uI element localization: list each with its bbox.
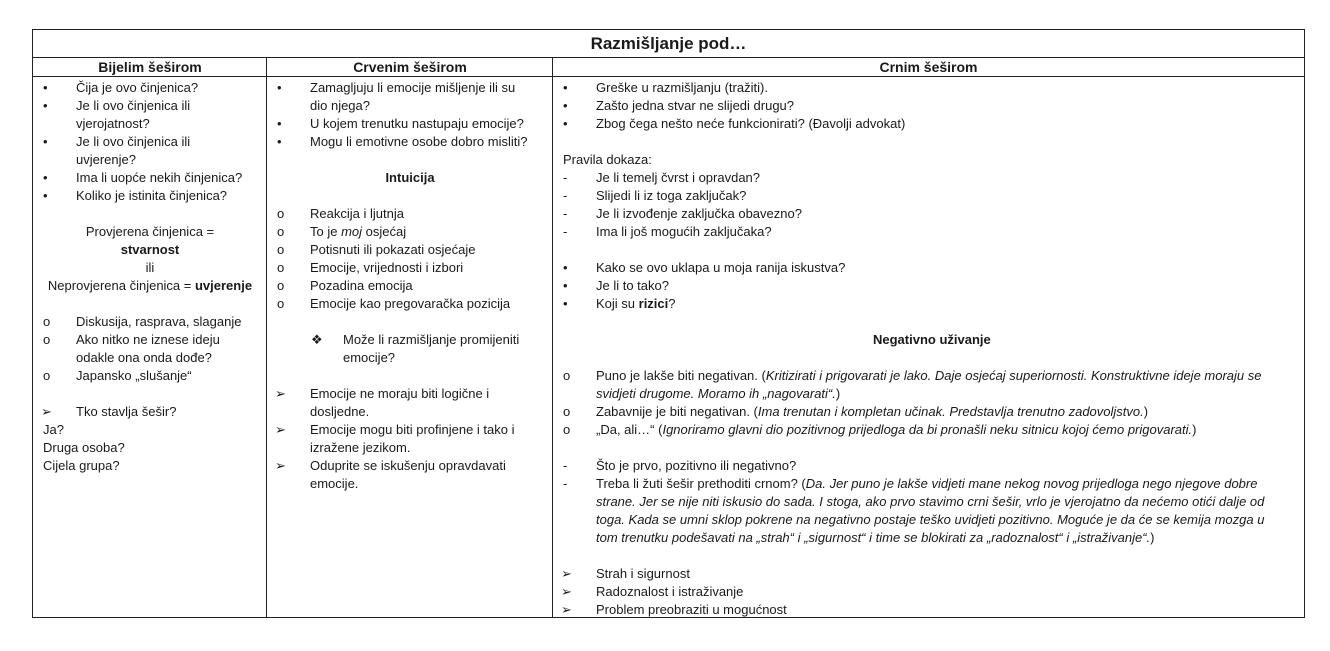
list-item: Tko stavlja šešir? [76, 404, 177, 419]
red-hat-column [267, 77, 553, 617]
unverified-fact-text: Neprovjerena činjenica = uvjerenje [47, 278, 253, 293]
list-item: Emocije kao pregovaračka pozicija [310, 296, 511, 311]
bullet-icon: • [43, 80, 48, 95]
list-item: Čija je ovo činjenica? [76, 80, 199, 95]
list-item: emocije? [343, 350, 396, 365]
negative-enjoyment-heading: Negativno uživanje [873, 332, 991, 347]
circle-bullet-icon: o [563, 404, 571, 419]
circle-bullet-icon: o [563, 422, 571, 437]
list-item: Treba li žuti šešir prethoditi crnom? (Da. Jer puno je lakše vidjeti mane nekog novog prijedloga nego njegove dobre [596, 476, 1258, 491]
bullet-icon: • [43, 98, 48, 113]
list-item: U kojem trenutku nastupaju emocije? [310, 116, 524, 131]
list-item: toga. Kada se umni sklop pokrene na negativno postaje teško uvidjeti pozitivno. Moguće je da će se kemija mozga u [596, 512, 1265, 527]
list-item: Je li ovo činjenica ili [76, 134, 191, 149]
list-item: Problem preobraziti u mogućnost [596, 602, 787, 617]
circle-bullet-icon: o [43, 368, 51, 383]
list-item: svidjeti drugome. Moramo ih „nagovarati“.) [596, 386, 841, 401]
arrow-bullet-icon: ➢ [275, 422, 286, 437]
list-item: Ima li uopće nekih činjenica? [76, 170, 243, 185]
dash-bullet: - [563, 224, 568, 239]
list-item: Je li temelj čvrst i opravdan? [596, 170, 761, 185]
list-item: Je li izvođenje zaključka obavezno? [596, 206, 802, 221]
arrow-bullet-icon: ➢ [561, 602, 572, 617]
list-item: Radoznalost i istraživanje [596, 584, 744, 599]
arrow-bullet-icon: ➢ [561, 584, 572, 599]
dash-bullet: - [563, 476, 568, 491]
list-item: Ako nitko ne iznese ideju [76, 332, 220, 347]
list-item: Zbog čega nešto neće funkcionirati? (Đavolji advokat) [596, 116, 906, 131]
header-white-hat: Bijelim šeširom [33, 58, 267, 77]
list-item: Može li razmišljanje promijeniti [343, 332, 520, 347]
circle-bullet-icon: o [277, 206, 285, 221]
thinking-hats-table [32, 29, 1305, 618]
list-item: Strah i sigurnost [596, 566, 690, 581]
list-item: Reakcija i ljutnja [310, 206, 404, 221]
list-item: Koliko je istinita činjenica? [76, 188, 228, 203]
dash-bullet: - [563, 188, 568, 203]
list-item: vjerojatnost? [76, 116, 150, 131]
list-item: Zabavnije je biti negativan. (Ima trenutan i kompletan učinak. Predstavlja trenutno zadovoljstvo.) [596, 404, 1149, 419]
list-item: emocije. [310, 476, 359, 491]
list-item: Mogu li emotivne osobe dobro misliti? [310, 134, 528, 149]
arrow-bullet-icon: ➢ [41, 404, 52, 419]
list-item: Puno je lakše biti negativan. (Kritizirati i prigovarati je lako. Daje osjećaj superiornosti. Konstruktivne ideje moraju se [596, 368, 1262, 383]
circle-bullet-icon: o [563, 368, 571, 383]
list-item: Koji su rizici? [596, 296, 676, 311]
header-red-hat: Crvenim šeširom [267, 58, 553, 77]
list-item: Je li ovo činjenica ili [76, 98, 191, 113]
list-item: Greške u razmišljanju (tražiti). [596, 80, 768, 95]
list-item: Slijedi li iz toga zaključak? [596, 188, 747, 203]
circle-bullet-icon: o [277, 278, 285, 293]
list-item: Emocije mogu biti profinjene i tako i [310, 422, 515, 437]
list-item: dosljedne. [310, 404, 370, 419]
diamond-bullet-icon: ❖ [311, 332, 323, 347]
circle-bullet-icon: o [43, 332, 51, 347]
list-item: Pozadina emocija [310, 278, 413, 293]
list-item: Zašto jedna stvar ne slijedi drugu? [596, 98, 795, 113]
list-item: Je li to tako? [596, 278, 669, 293]
list-item: Ja? [43, 422, 64, 437]
circle-bullet-icon: o [43, 314, 51, 329]
arrow-bullet-icon: ➢ [275, 458, 286, 473]
circle-bullet-icon: o [277, 224, 285, 239]
dash-bullet: - [563, 170, 568, 185]
dash-bullet: - [563, 458, 568, 473]
dash-bullet: - [563, 206, 568, 221]
bullet-icon: • [563, 98, 568, 113]
table-title: Razmišljanje pod… [33, 30, 1304, 58]
list-item: „Da, ali…“ (Ignoriramo glavni dio pozitivnog prijedloga da bi pronašli neku sitnicu kojoj ćemo prigovarati.) [596, 422, 1197, 437]
verified-fact-result: stvarnost [120, 242, 180, 257]
bullet-icon: • [563, 116, 568, 131]
bullet-icon: • [277, 116, 282, 131]
list-item: Japansko „slušanje“ [76, 368, 192, 383]
bullet-icon: • [43, 188, 48, 203]
list-item: Što je prvo, pozitivno ili negativno? [596, 458, 797, 473]
list-item: To je moj osjećaj [310, 224, 407, 239]
list-item: Druga osoba? [43, 440, 125, 455]
list-item: izražene jezikom. [310, 440, 411, 455]
list-item: Diskusija, rasprava, slaganje [76, 314, 242, 329]
or-text: ili [145, 260, 155, 275]
bullet-icon: • [563, 296, 568, 311]
bullet-icon: • [277, 80, 282, 95]
circle-bullet-icon: o [277, 242, 285, 257]
list-item: Oduprite se iskušenju opravdavati [310, 458, 506, 473]
list-item: Kako se ovo uklapa u moja ranija iskustva? [596, 260, 846, 275]
verified-fact-text: Provjerena činjenica = [85, 224, 215, 239]
bullet-icon: • [43, 134, 48, 149]
list-item: Cijela grupa? [43, 458, 120, 473]
bullet-icon: • [563, 278, 568, 293]
rules-heading: Pravila dokaza: [563, 152, 652, 167]
bullet-icon: • [563, 260, 568, 275]
list-item: Potisnuti ili pokazati osjećaje [310, 242, 476, 257]
bullet-icon: • [277, 134, 282, 149]
list-item: dio njega? [310, 98, 370, 113]
list-item: strane. Jer se nije niti iskusio do sada. I stoga, ako prvo stavimo crni šešir, vrlo je vjerojatno da nećemo otići dalje od [596, 494, 1265, 509]
black-hat-column [553, 77, 1304, 617]
list-item: Zamagljuju li emocije mišljenje ili su [310, 80, 516, 95]
list-item: Ima li još mogućih zaključaka? [596, 224, 772, 239]
list-item: Emocije ne moraju biti logične i [310, 386, 490, 401]
list-item: Emocije, vrijednosti i izbori [310, 260, 464, 275]
arrow-bullet-icon: ➢ [561, 566, 572, 581]
circle-bullet-icon: o [277, 260, 285, 275]
bullet-icon: • [43, 170, 48, 185]
arrow-bullet-icon: ➢ [275, 386, 286, 401]
list-item: tom trenutku podešavati na „strah“ i „sigurnost“ i time se blokirati za „radoznalost“ i „istraživanje“.) [596, 530, 1155, 545]
bullet-icon: • [563, 80, 568, 95]
white-hat-column [33, 77, 267, 617]
header-black-hat: Crnim šeširom [553, 58, 1304, 77]
intuition-heading: Intuicija [385, 170, 435, 185]
list-item: odakle ona onda dođe? [76, 350, 212, 365]
circle-bullet-icon: o [277, 296, 285, 311]
list-item: uvjerenje? [76, 152, 136, 167]
